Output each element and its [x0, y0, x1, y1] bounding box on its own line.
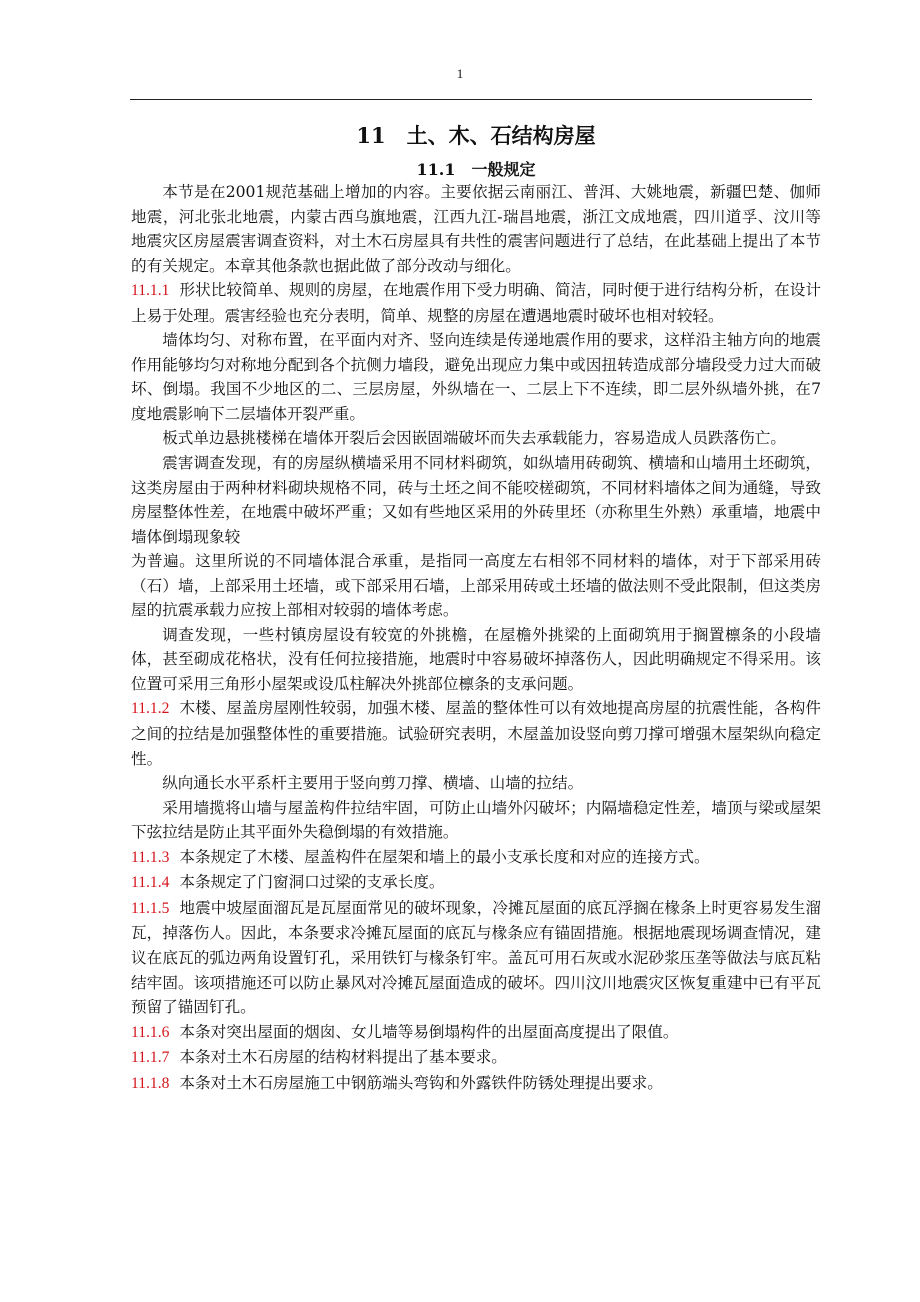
clause-number: 11.1.4	[131, 874, 170, 892]
clause-11-1-8	[131, 1071, 821, 1097]
paragraph-text: 本节是在2001规范基础上增加的内容。主要依据云南丽江、普洱、大姚地震，新疆巴楚、伽师地震，河北张北地震，内蒙古西乌旗地震，江西九江-瑞昌地震，浙江文成地震，四川道孚、汶川等地震灾区房屋震害调查资料，对土木石房屋具有共性的震害问题进行了总结，在此基础上提出了本节的有关规定。本章其他条款也据此做了部分改动与细化。	[131, 183, 821, 275]
header-rule	[130, 99, 812, 100]
paragraph	[131, 796, 821, 845]
paragraph	[131, 328, 821, 426]
clause-text: 形状比较简单、规则的房屋，在地震作用下受力明确、简洁，同时便于进行结构分析，在设计上易于处理。震害经验也充分表明，简单、规整的房屋在遭遇地震时破坏也相对较轻。	[131, 281, 821, 325]
paragraph-continuation	[131, 549, 821, 623]
clause-text: 本条对土木石房屋施工中钢筋端头弯钩和外露铁件防锈处理提出要求。	[179, 1073, 663, 1092]
paragraph-text: 墙体均匀、对称布置，在平面内对齐、竖向连续是传递地震作用的要求，这样沿主轴方向的地震作用能够均匀对称地分配到各个抗侧力墙段，避免出现应力集中或因扭转造成部分墙段受力过大而破坏、倒塌。我国不少地区的二、三层房屋，外纵墙在一、二层上下不连续，即二层外纵墙外挑，在7度地震影响下二层墙体开裂严重。	[131, 331, 821, 423]
clause-11-1-2	[131, 696, 821, 771]
clause-11-1-5	[131, 896, 821, 1020]
paragraph	[131, 771, 821, 796]
paragraph-text: 采用墙揽将山墙与屋盖构件拉结牢固，可防止山墙外闪破坏；内隔墙稳定性差，墙顶与梁或屋架下弦拉结是防止其平面外失稳倒塌的有效措施。	[131, 798, 821, 842]
document-body	[131, 118, 821, 1096]
clause-11-1-4	[131, 870, 821, 896]
clause-number: 11.1.5	[131, 899, 170, 917]
clause-11-1-7	[131, 1045, 821, 1071]
clause-number: 11.1.7	[131, 1049, 170, 1067]
paragraph	[131, 451, 821, 549]
paragraph	[131, 426, 821, 451]
clause-number: 11.1.3	[131, 848, 170, 866]
clause-text: 本条对土木石房屋的结构材料提出了基本要求。	[179, 1048, 507, 1067]
paragraph-text: 纵向通长水平系杆主要用于竖向剪刀撑、横墙、山墙的拉结。	[162, 774, 584, 793]
clause-number: 11.1.1	[131, 282, 170, 300]
paragraph-text: 为普遍。这里所说的不同墙体混合承重，是指同一高度左右相邻不同材料的墙体，对于下部采用砖（石）墙，上部采用土坯墙，或下部采用石墙，上部采用砖或土坯墙的做法则不受此限制，但这类房屋的抗震承载力应按上部相对较弱的墙体考虑。	[131, 552, 821, 620]
clause-11-1-3	[131, 845, 821, 871]
page-number: 1	[456, 66, 464, 81]
clause-text: 地震中坡屋面溜瓦是瓦屋面常见的破坏现象，冷摊瓦屋面的底瓦浮搁在椽条上时更容易发生溜瓦，掉落伤人。因此，本条要求冷摊瓦屋面的底瓦与椽条应有锚固措施。根据地震现场调查情况，建议在底瓦的弧边两角设置钉孔，采用铁钉与椽条钉牢。盖瓦可用石灰或水泥砂浆压垄等做法与底瓦粘结牢固。该项措施还可以防止暴风对冷摊瓦屋面造成的破坏。四川汶川地震灾区恢复重建中已有平瓦预留了锚固钉孔。	[131, 898, 821, 1017]
clause-text: 本条对突出屋面的烟囱、女儿墙等易倒塌构件的出屋面高度提出了限值。	[179, 1022, 679, 1041]
paragraph	[131, 623, 821, 697]
paragraph-text: 震害调查发现，有的房屋纵横墙采用不同材料砌筑，如纵墙用砖砌筑、横墙和山墙用土坯砌筑，这类房屋由于两种材料砌块规格不同，砖与土坯之间不能咬槎砌筑，不同材料墙体之间为通缝，导致房屋整体性差，在地震中破坏严重；又如有些地区采用的外砖里坯（亦称里生外熟）承重墙，地震中墙体倒塌现象较	[131, 454, 821, 546]
clause-number: 11.1.8	[131, 1074, 170, 1092]
clause-text: 木楼、屋盖房屋刚性较弱，加强木楼、屋盖的整体性可以有效地提高房屋的抗震性能，各构件之间的拉结是加强整体性的重要措施。试验研究表明，木屋盖加设竖向剪刀撑可增强木屋架纵向稳定性。	[131, 699, 821, 768]
section-title: 11.1 一般规定	[416, 160, 536, 179]
clause-number: 11.1.6	[131, 1023, 170, 1041]
paragraph-text: 板式单边悬挑楼梯在墙体开裂后会因嵌固端破坏而失去承载能力，容易造成人员跌落伤亡。	[162, 429, 786, 448]
clause-text: 本条规定了木楼、屋盖构件在屋架和墙上的最小支承长度和对应的连接方式。	[179, 847, 710, 866]
clause-11-1-1	[131, 278, 821, 328]
paragraph-text: 调查发现，一些村镇房屋设有较宽的外挑檐，在屋檐外挑梁的上面砌筑用于搁置檩条的小段墙体，甚至砌成花格状，没有任何拉接措施，地震时中容易破坏掉落伤人，因此明确规定不得采用。该位置可采用三角形小屋架或设瓜柱解决外挑部位檩条的支承问题。	[131, 625, 821, 693]
chapter-title: 11 土、木、石结构房屋	[356, 123, 596, 148]
clause-text: 本条规定了门窗洞口过梁的支承长度。	[179, 873, 445, 892]
clause-11-1-6	[131, 1020, 821, 1046]
paragraph-intro	[131, 180, 821, 278]
clause-number: 11.1.2	[131, 700, 170, 718]
